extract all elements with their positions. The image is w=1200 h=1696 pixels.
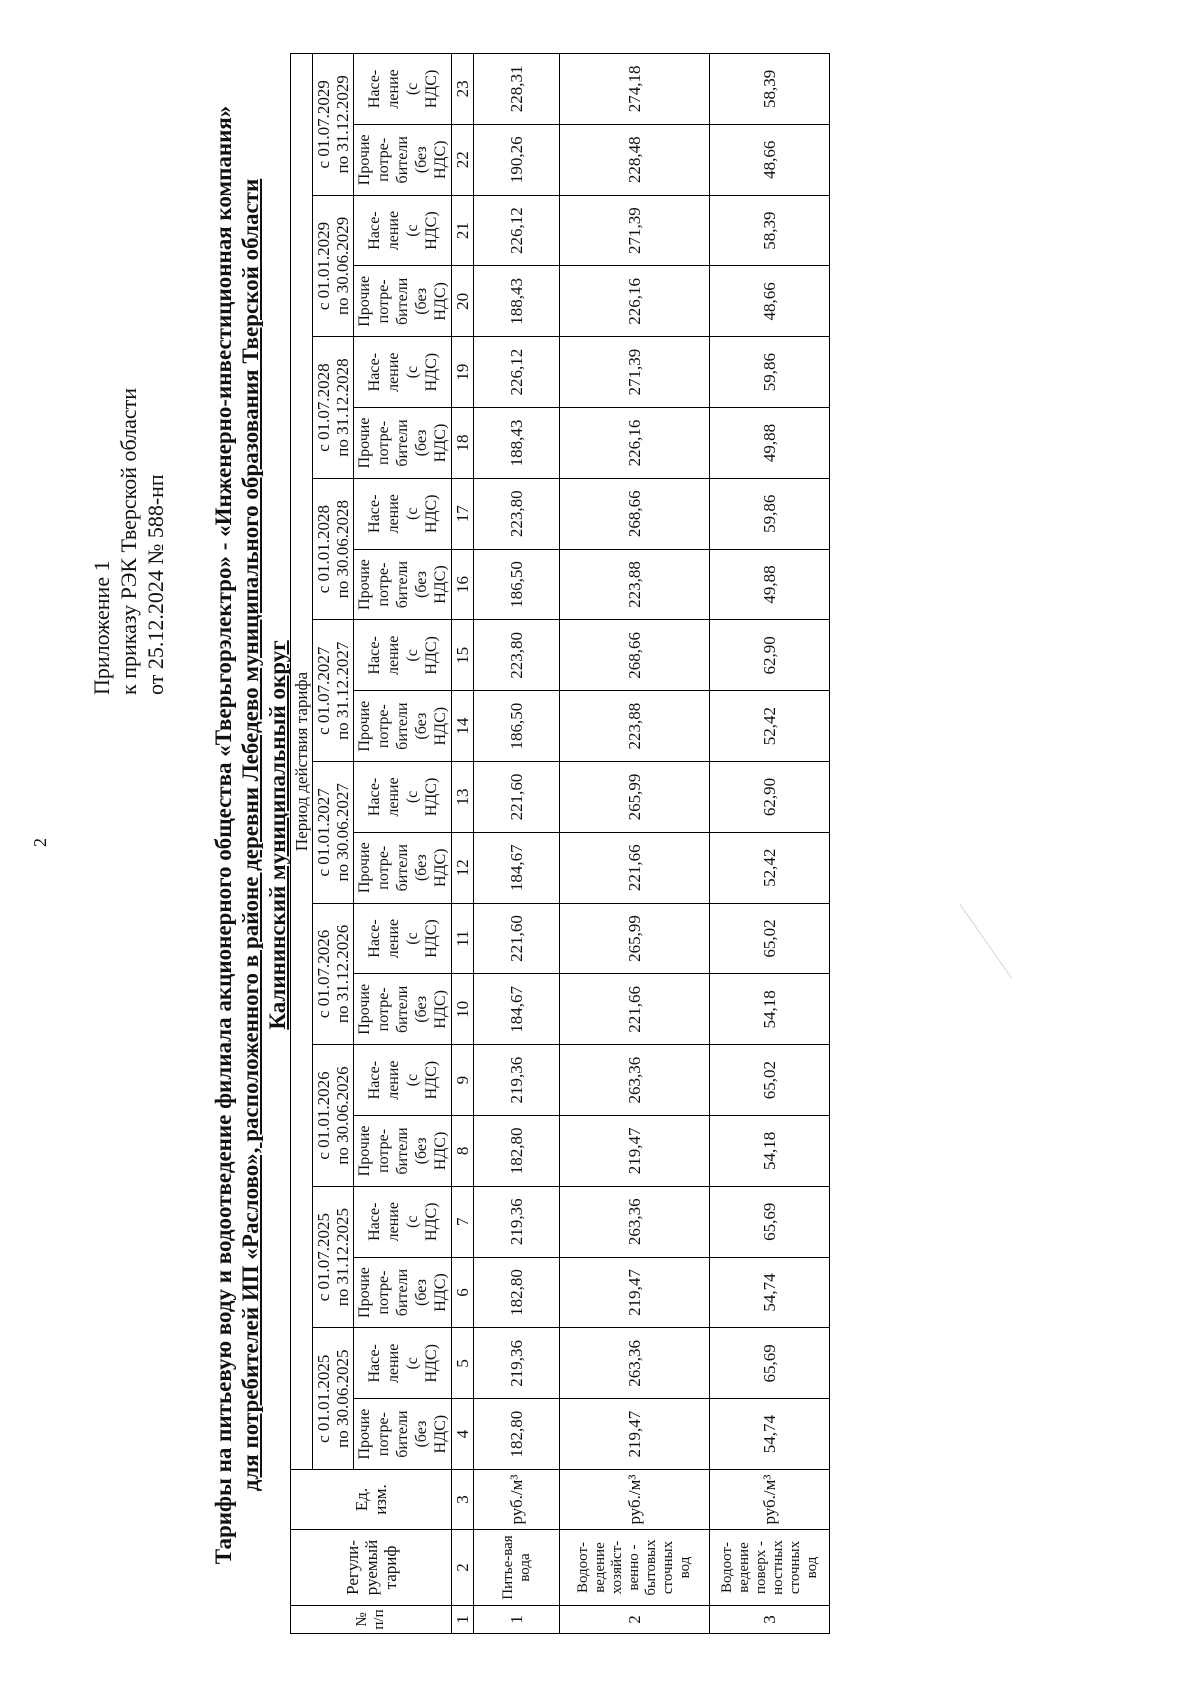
tariff-value: 59,86: [710, 337, 830, 408]
period-header: с 01.07.2025 по 31.12.2025: [313, 1186, 354, 1328]
column-number: 15: [452, 620, 474, 691]
tariff-value: 49,88: [710, 408, 830, 479]
column-number: 6: [452, 1257, 474, 1328]
header-other-consumers: Прочие потре- бители (без НДС): [354, 974, 452, 1045]
column-number: 19: [452, 337, 474, 408]
tariff-value: 221,66: [560, 974, 710, 1045]
column-number: 2: [452, 1530, 474, 1606]
tariff-value: 52,42: [710, 832, 830, 903]
tariff-value: 62,90: [710, 620, 830, 691]
appendix-block: [88, 175, 169, 695]
title-line-1: Тарифы на питьевую воду и водоотведение филиала акционерного общества «Тверьгорэлектро» - «Инженерно-инвестиционная компания»: [211, 105, 236, 1565]
column-number: 3: [452, 1470, 474, 1530]
table-row: [474, 53, 560, 1633]
tariff-value: 228,31: [474, 53, 560, 124]
header-population: Насе- ление (с НДС): [354, 1045, 452, 1116]
tariff-value: 223,88: [560, 691, 710, 762]
header-period: Период действия тарифа: [291, 53, 313, 1469]
tariff-value: 65,69: [710, 1186, 830, 1257]
header-row-period: [291, 53, 313, 1633]
tariff-value: 188,43: [474, 408, 560, 479]
tariff-value: 52,42: [710, 691, 830, 762]
column-number: 23: [452, 53, 474, 124]
tariff-value: 182,80: [474, 1399, 560, 1470]
column-number: 14: [452, 691, 474, 762]
column-number: 9: [452, 1045, 474, 1116]
column-number: 10: [452, 974, 474, 1045]
tariff-value: 219,36: [474, 1045, 560, 1116]
tariff-value: 219,47: [560, 1257, 710, 1328]
header-population: Насе- ление (с НДС): [354, 195, 452, 266]
row-number: 3: [710, 1606, 830, 1634]
tariff-value: 265,99: [560, 903, 710, 974]
title-line-3: Калининский муниципальный округ: [265, 640, 290, 1030]
tariff-value: 219,47: [560, 1116, 710, 1187]
tariff-value: 182,80: [474, 1257, 560, 1328]
row-tariff-name: Питье-вая вода: [474, 1530, 560, 1606]
header-other-consumers: Прочие потре- бители (без НДС): [354, 1257, 452, 1328]
period-header: с 01.07.2028 по 31.12.2028: [313, 337, 354, 479]
tariff-value: 186,50: [474, 549, 560, 620]
tariff-value: 190,26: [474, 124, 560, 195]
period-header: с 01.01.2026 по 30.06.2026: [313, 1045, 354, 1187]
appendix-line-3: от 25.12.2024 № 588-нп: [143, 474, 168, 695]
table-row: [560, 53, 710, 1633]
tariff-value: 184,67: [474, 832, 560, 903]
tariff-table-body: [291, 53, 830, 1633]
header-other-consumers: Прочие потре- бители (без НДС): [354, 124, 452, 195]
tariff-value: 58,39: [710, 195, 830, 266]
header-population: Насе- ление (с НДС): [354, 762, 452, 833]
tariff-value: 263,36: [560, 1328, 710, 1399]
header-population: Насе- ление (с НДС): [354, 53, 452, 124]
tariff-value: 226,12: [474, 195, 560, 266]
header-population: Насе- ление (с НДС): [354, 620, 452, 691]
header-population: Насе- ление (с НДС): [354, 1186, 452, 1257]
column-number: 8: [452, 1116, 474, 1187]
row-tariff-name: Водоот-ведение хозяйст-венно - бытовых сточных вод: [560, 1530, 710, 1606]
tariff-value: 219,36: [474, 1186, 560, 1257]
tariff-value: 54,18: [710, 1116, 830, 1187]
row-number: 2: [560, 1606, 710, 1634]
column-number: 20: [452, 266, 474, 337]
header-unit: Ед. изм.: [291, 1470, 452, 1530]
tariff-value: 219,36: [474, 1328, 560, 1399]
tariff-value: 221,60: [474, 762, 560, 833]
row-number: 1: [474, 1606, 560, 1634]
column-number: 7: [452, 1186, 474, 1257]
tariff-value: 228,48: [560, 124, 710, 195]
tariff-value: 274,18: [560, 53, 710, 124]
column-number: 1: [452, 1606, 474, 1634]
table-row: [710, 53, 830, 1633]
tariff-value: 265,99: [560, 762, 710, 833]
column-number: 18: [452, 408, 474, 479]
header-row-dates: [313, 53, 354, 1633]
header-num: № п/п: [291, 1606, 452, 1634]
tariff-value: 59,86: [710, 478, 830, 549]
period-header: с 01.01.2027 по 30.06.2027: [313, 762, 354, 904]
header-other-consumers: Прочие потре- бители (без НДС): [354, 1116, 452, 1187]
header-row-consumer-types: [354, 53, 452, 1633]
tariff-value: 226,16: [560, 408, 710, 479]
row-unit: руб./м³: [474, 1470, 560, 1530]
header-other-consumers: Прочие потре- бители (без НДС): [354, 549, 452, 620]
tariff-value: 219,47: [560, 1399, 710, 1470]
tariff-value: 65,02: [710, 903, 830, 974]
column-number: 17: [452, 478, 474, 549]
column-number: 5: [452, 1328, 474, 1399]
period-header: с 01.01.2029 по 30.06.2029: [313, 195, 354, 337]
tariff-value: 54,74: [710, 1257, 830, 1328]
column-number: 21: [452, 195, 474, 266]
tariff-value: 271,39: [560, 337, 710, 408]
column-number: 11: [452, 903, 474, 974]
tariff-value: 54,74: [710, 1399, 830, 1470]
header-population: Насе- ление (с НДС): [354, 1328, 452, 1399]
tariff-value: 268,66: [560, 478, 710, 549]
header-other-consumers: Прочие потре- бители (без НДС): [354, 832, 452, 903]
row-unit: руб./м³: [710, 1470, 830, 1530]
tariff-value: 182,80: [474, 1116, 560, 1187]
period-header: с 01.07.2029 по 31.12.2029: [313, 53, 354, 195]
appendix-line-1: Приложение 1: [89, 560, 114, 695]
period-header: с 01.01.2025 по 30.06.2025: [313, 1328, 354, 1470]
header-other-consumers: Прочие потре- бители (без НДС): [354, 1399, 452, 1470]
tariff-value: 65,69: [710, 1328, 830, 1399]
tariff-value: 188,43: [474, 266, 560, 337]
tariff-value: 58,39: [710, 53, 830, 124]
appendix-line-2: к приказу РЭК Тверской области: [116, 387, 141, 695]
tariff-value: 54,18: [710, 974, 830, 1045]
tariff-value: 48,66: [710, 124, 830, 195]
tariff-value: 223,88: [560, 549, 710, 620]
tariff-value: 62,90: [710, 762, 830, 833]
tariff-value: 223,80: [474, 620, 560, 691]
tariff-value: 48,66: [710, 266, 830, 337]
tariff-value: 65,02: [710, 1045, 830, 1116]
document-title: [210, 50, 291, 1620]
header-population: Насе- ление (с НДС): [354, 337, 452, 408]
tariff-table: [290, 53, 830, 1634]
tariff-value: 221,60: [474, 903, 560, 974]
column-number: 4: [452, 1399, 474, 1470]
tariff-value: 221,66: [560, 832, 710, 903]
row-tariff-name: Водоот-ведение поверх - ностных сточных вод: [710, 1530, 830, 1606]
tariff-value: 263,36: [560, 1186, 710, 1257]
column-number: 16: [452, 549, 474, 620]
column-number: 13: [452, 762, 474, 833]
page-number: 2: [30, 838, 50, 847]
row-unit: руб./м³: [560, 1470, 710, 1530]
column-number: 22: [452, 124, 474, 195]
tariff-value: 186,50: [474, 691, 560, 762]
header-tariff: Регули-руемый тариф: [291, 1530, 452, 1606]
header-other-consumers: Прочие потре- бители (без НДС): [354, 408, 452, 479]
rotated-page-content: [0, 30, 1180, 1680]
column-number-row: [452, 53, 474, 1633]
tariff-value: 271,39: [560, 195, 710, 266]
tariff-value: 263,36: [560, 1045, 710, 1116]
period-header: с 01.07.2027 по 31.12.2027: [313, 620, 354, 762]
period-header: с 01.01.2028 по 30.06.2028: [313, 478, 354, 620]
tariff-value: 268,66: [560, 620, 710, 691]
header-population: Насе- ление (с НДС): [354, 478, 452, 549]
header-population: Насе- ление (с НДС): [354, 903, 452, 974]
title-line-2: для потребителей ИП «Раслово», расположенного в районе деревни Лебедево муниципального образования Тверской области: [238, 178, 263, 1492]
tariff-value: 184,67: [474, 974, 560, 1045]
header-other-consumers: Прочие потре- бители (без НДС): [354, 266, 452, 337]
tariff-value: 49,88: [710, 549, 830, 620]
tariff-value: 226,16: [560, 266, 710, 337]
tariff-value: 223,80: [474, 478, 560, 549]
header-other-consumers: Прочие потре- бители (без НДС): [354, 691, 452, 762]
period-header: с 01.07.2026 по 31.12.2026: [313, 903, 354, 1045]
column-number: 12: [452, 832, 474, 903]
tariff-value: 226,12: [474, 337, 560, 408]
